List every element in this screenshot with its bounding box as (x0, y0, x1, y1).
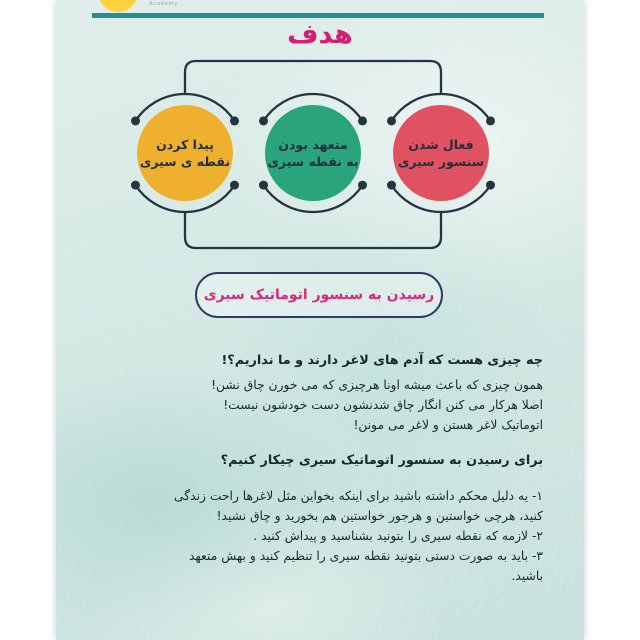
paragraph-line: اصلا هرکار می کنن انگار چاق شدنشون دست خودشون نیست! (223, 398, 543, 412)
list-line: ۳- باید به صورت دستی بتونید نقطه سیری را تنظیم کنید و بهش متعهد (188, 549, 543, 563)
step-label-line: فعال شدن (408, 137, 474, 152)
step-label-line: به نقطه سیری (267, 154, 359, 169)
step-circle-activate-sensor (393, 105, 489, 201)
poster-page (56, 0, 584, 640)
question-block-1 (116, 350, 543, 435)
step-label-line: متعهد بودن (278, 137, 348, 152)
step-label-line: سنسور سیری (397, 154, 485, 169)
result-pill (195, 272, 443, 318)
list-line: ۲- لازمه که نقطه سیری را بتونید بشناسید و پیداش کنید . (253, 529, 543, 543)
logo-text: Academy (149, 1, 179, 7)
result-pill-label: رسیدن به سنسور اتوماتیک سیری (203, 287, 435, 303)
paragraph-line: همون چیزی که باعث میشه اونا هرچیزی که می خورن چاق نشن! (211, 378, 543, 392)
question-1-heading: چه چیزی هست که آدم های لاغر دارند و ما نداریم؟! (221, 353, 543, 368)
header-divider-bar (92, 13, 544, 18)
list-line: ۱- یه دلیل محکم داشته باشید برای اینکه بخواین مثل لاغرها راحت زندگی (174, 489, 543, 503)
list-line: باشید. (511, 569, 543, 583)
logo-circle-icon (98, 0, 138, 12)
question-2-heading: برای رسیدن به سنسور اتوماتیک سیری چیکار کنیم؟ (220, 453, 543, 468)
paragraph-line: اتوماتیک لاغر هستن و لاغر می مونن! (353, 418, 543, 432)
step-circle-find-point (137, 105, 233, 201)
steps-list (116, 486, 543, 586)
list-line: کنید، هرچی خواستین و هرجور خواستین هم بخورید و چاق نشید! (216, 509, 543, 523)
question-block-2 (116, 450, 543, 475)
page-title: هدف (287, 19, 353, 50)
step-label-line: نقطه ی سیری (139, 154, 231, 169)
step-circle-commit-to-point (265, 105, 361, 201)
step-label-line: پیدا کردن (156, 137, 214, 152)
